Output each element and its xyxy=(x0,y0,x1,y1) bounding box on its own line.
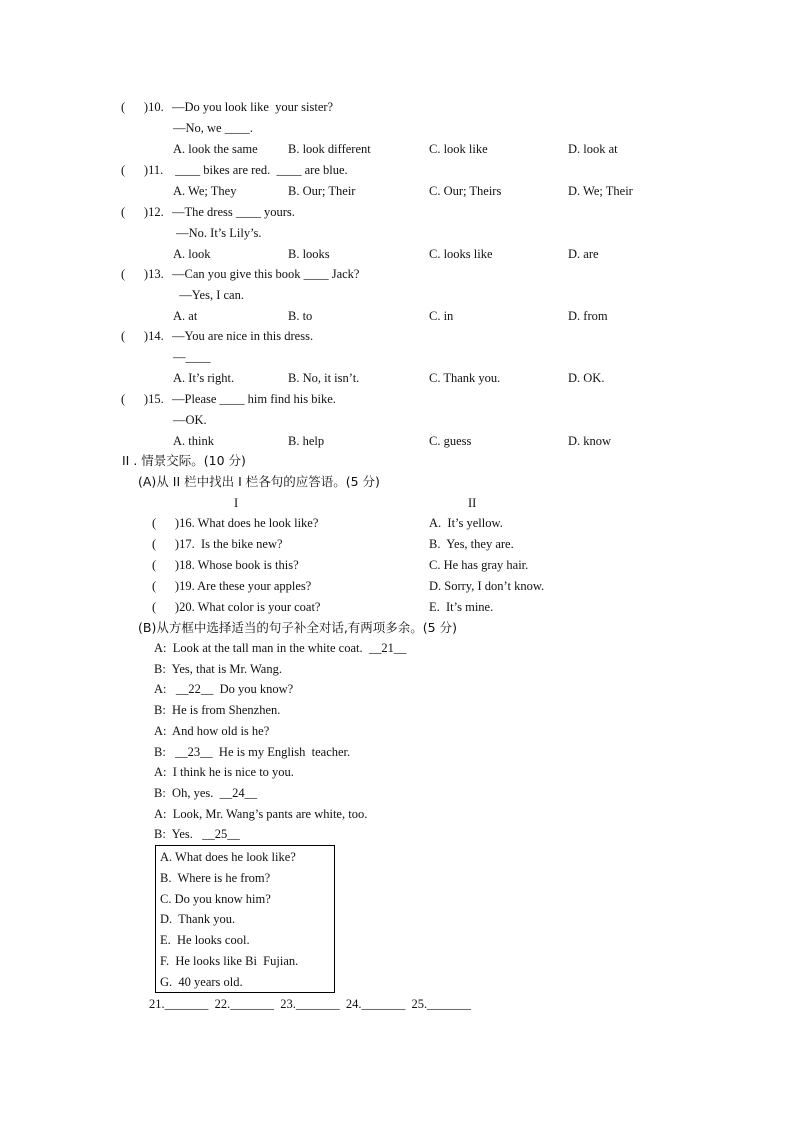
question-text: —Please ____ him find his bike. xyxy=(172,392,336,406)
answer-option: C. in xyxy=(429,309,454,323)
matching-answer: B. Yes, they are. xyxy=(429,537,514,551)
answer-option: D. are xyxy=(568,247,599,261)
answer-option: A. We; They xyxy=(173,184,237,198)
question-text: —You are nice in this dress. xyxy=(172,329,314,343)
question-response: —Yes, I can. xyxy=(173,288,244,302)
question-text: —Do you look like your sister? xyxy=(172,100,334,114)
part-a-title: (A)从 II 栏中找出 I 栏各句的应答语。(5 分) xyxy=(138,474,380,489)
question-response: —____ xyxy=(173,350,211,364)
matching-question: ( )20. What color is your coat? xyxy=(152,600,321,614)
box-option: F. He looks like Bi Fujian. xyxy=(160,954,299,968)
answer-option: B. looks xyxy=(288,247,330,261)
question-response: —No, we ____. xyxy=(173,121,253,135)
matching-question: ( )18. Whose book is this? xyxy=(152,558,299,572)
matching-question: ( )19. Are these your apples? xyxy=(152,579,312,593)
answer-option: B. look different xyxy=(288,142,371,156)
column-2-header: II xyxy=(468,496,477,510)
answer-blanks: 21._______ 22._______ 23._______ 24._______ 25._______ xyxy=(149,997,471,1011)
answer-option: C. Thank you. xyxy=(429,371,501,385)
question-response: —No. It’s Lily’s. xyxy=(173,226,262,240)
dialogue-line: B: Oh, yes. __24__ xyxy=(154,785,258,800)
answer-option: D. look at xyxy=(568,142,618,156)
box-option: G. 40 years old. xyxy=(160,974,243,989)
dialogue-line: A: I think he is nice to you. xyxy=(154,765,294,780)
answer-option: C. look like xyxy=(429,142,488,156)
answer-option: D. We; Their xyxy=(568,184,633,198)
question-number: ( )13. xyxy=(121,267,164,281)
answer-option: C. looks like xyxy=(429,247,493,261)
answer-option: D. OK. xyxy=(568,371,605,385)
matching-question: ( )17. Is the bike new? xyxy=(152,537,283,551)
answer-option: D. from xyxy=(568,309,608,323)
answer-option: A. at xyxy=(173,309,198,323)
question-number: ( )15. xyxy=(121,392,164,406)
dialogue-line: A: __22__ Do you know? xyxy=(154,682,294,697)
matching-answer: C. He has gray hair. xyxy=(429,558,529,572)
answer-option: A. look xyxy=(173,247,211,261)
box-option: A. What does he look like? xyxy=(160,850,296,864)
dialogue-line: A: Look, Mr. Wang’s pants are white, too. xyxy=(154,806,368,821)
question-number: ( )10. xyxy=(121,100,164,114)
question-number: ( )11. xyxy=(121,163,164,177)
box-option: E. He looks cool. xyxy=(160,933,250,948)
dialogue-line: B: __23__ He is my English teacher. xyxy=(154,744,351,759)
box-option: C. Do you know him? xyxy=(160,891,271,906)
question-text: ____ bikes are red. ____ are blue. xyxy=(172,163,348,177)
dialogue-line: B: Yes, that is Mr. Wang. xyxy=(154,661,282,676)
dialogue-line: A: And how old is he? xyxy=(154,723,270,738)
box-option: D. Thank you. xyxy=(160,912,236,927)
answer-option: A. think xyxy=(173,434,214,448)
answer-option: D. know xyxy=(568,434,612,448)
dialogue-line: B: He is from Shenzhen. xyxy=(154,703,281,718)
question-number: ( )14. xyxy=(121,329,164,343)
matching-answer: A. It’s yellow. xyxy=(429,516,503,530)
answer-option: A. It’s right. xyxy=(173,371,235,385)
question-response: —OK. xyxy=(173,413,207,427)
answer-option: B. to xyxy=(288,309,313,323)
question-text: —Can you give this book ____ Jack? xyxy=(172,267,360,281)
answer-option: C. guess xyxy=(429,434,472,448)
matching-answer: D. Sorry, I don’t know. xyxy=(429,579,545,593)
section-2-title: II . 情景交际。(10 分) xyxy=(122,453,246,468)
dialogue-line: B: Yes. __25__ xyxy=(154,827,240,842)
box-option: B. Where is he from? xyxy=(160,870,271,885)
matching-answer: E. It’s mine. xyxy=(429,600,494,614)
question-text: —The dress ____ yours. xyxy=(172,205,295,219)
question-number: ( )12. xyxy=(121,205,164,219)
column-1-header: I xyxy=(234,496,239,510)
answer-option: B. Our; Their xyxy=(288,184,356,198)
answer-option: C. Our; Theirs xyxy=(429,184,502,198)
matching-question: ( )16. What does he look like? xyxy=(152,516,319,530)
dialogue-line: A: Look at the tall man in the white coat. __21__ xyxy=(154,641,407,655)
answer-option: A. look the same xyxy=(173,142,258,156)
options-box xyxy=(155,845,335,993)
answer-option: B. help xyxy=(288,434,325,448)
part-b-title: (B)从方框中选择适当的句子补全对话,有两项多余。(5 分) xyxy=(138,620,457,635)
answer-option: B. No, it isn’t. xyxy=(288,371,360,385)
